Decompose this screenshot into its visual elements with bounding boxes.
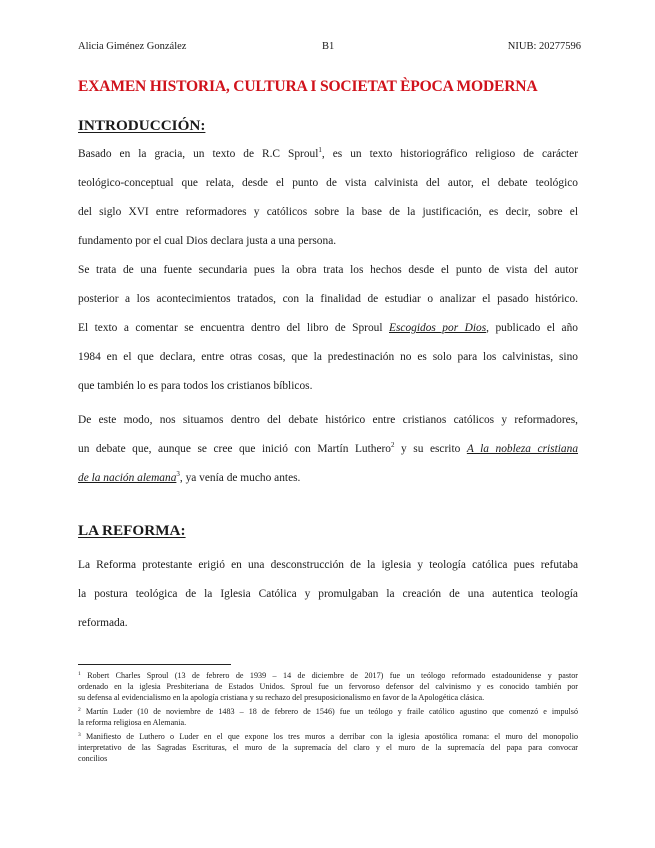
text-run: Basado en la gracia, un texto de R.C Sproul	[78, 148, 319, 160]
reforma-line: La Reforma protestante erigió en una desconstrucción de la iglesia y teología católica pues refutaba	[78, 559, 578, 571]
text-run: , ya venía de mucho antes.	[179, 472, 301, 484]
header-niub: NIUB: 20277596	[507, 41, 581, 52]
document-title: EXAMEN HISTORIA, CULTURA I SOCIETAT ÈPOCA MODERNA	[78, 78, 538, 95]
intro-p1-line	[78, 140, 578, 169]
text-run: Robert Charles Sproul (13 de febrero de 1939 – 14 de diciembre de 2017) fue un teólogo reformado estadounidense y pastor	[87, 671, 578, 680]
footnote-line: concilios	[78, 754, 108, 764]
footnote-ref-3[interactable]: 3	[176, 470, 180, 478]
work-title-link[interactable]: A la nobleza cristiana	[466, 443, 579, 455]
footnote-line	[78, 670, 578, 681]
footnote-3	[78, 731, 578, 765]
footnote-1	[78, 670, 578, 704]
intro-p3-line	[78, 435, 578, 464]
intro-heading: INTRODUCCIÓN:	[78, 117, 206, 134]
intro-p2-line: Se trata de una fuente secundaria pues la obra trata los hechos desde el punto de vista del autor	[78, 264, 578, 276]
footnote-number: 2	[78, 707, 81, 714]
intro-p3-line: De este modo, nos situamos dentro del debate histórico entre cristianos católicos y reformadores,	[78, 414, 578, 426]
text-run: , es un texto historiográfico religioso de carácter	[321, 148, 579, 160]
intro-p2-line: 1984 en el que declara, entre otras cosas, que la predestinación no es solo para los calvinistas, sino	[78, 351, 578, 363]
intro-p1-line: teológico-conceptual que relata, desde el punto de vista calvinista del autor, el debate teológico	[78, 177, 578, 189]
reforma-line: reformada.	[78, 617, 128, 629]
text-run: Martín Luder (10 de noviembre de 1483 – 18 de febrero de 1546) fue un teólogo y fraile católico agustino que comenzó e impulsó	[85, 707, 579, 717]
intro-p3-line	[78, 464, 578, 493]
footnote-line	[78, 731, 578, 742]
footnote-ref-1[interactable]: 1	[318, 146, 322, 154]
intro-p2-line: posterior a los acontecimientos tratados, con la finalidad de estudiar o analizar el pasado histórico.	[78, 293, 578, 305]
reforma-line: la postura teológica de la Iglesia Católica y promulgaban la creación de una autentica teología	[78, 588, 578, 600]
page-header	[78, 41, 581, 55]
footnote-2	[78, 706, 578, 728]
text-run: Manifiesto de Luthero o Luder en el que expone los tres muros a derribar con la iglesia apostólica romana: el muro del monopolio	[86, 732, 578, 742]
text-run: , publicado el año	[486, 322, 578, 334]
intro-p2-line	[78, 314, 578, 343]
header-level: B1	[322, 41, 335, 52]
text-run: El texto a comentar se encuentra dentro del libro de Sproul	[78, 322, 389, 334]
intro-paragraph-2	[78, 256, 578, 401]
footnote-separator	[78, 664, 231, 665]
header-author: Alicia Giménez González	[78, 41, 187, 52]
intro-p1-line: del siglo XVI entre reformadores y católicos sobre la base de la justificación, es decir, sobre el	[78, 206, 578, 218]
footnote-line: ordenado en la iglesia Presbiteriana de Estados Unidos. Sproul fue un fervoroso defensor del calvinismo y es conocido también por	[78, 682, 578, 692]
reforma-paragraph	[78, 551, 578, 638]
footnote-line	[78, 706, 578, 717]
text-run: y su escrito	[394, 443, 467, 455]
intro-paragraph-1	[78, 140, 578, 256]
intro-p1-line: fundamento por el cual Dios declara justa a una persona.	[78, 235, 337, 247]
text-run: un debate que, aunque se cree que inició con Martín Luthero	[78, 443, 392, 455]
intro-p2-line: que también lo es para todos los cristianos bíblicos.	[78, 380, 313, 392]
footnotes	[78, 670, 578, 767]
footnote-number: 1	[78, 671, 81, 677]
footnote-line: su defensa al evidencialismo en la apología cristiana y su rechazo del presuposicionalismo en favor de la Apologética clásica.	[78, 693, 485, 703]
intro-paragraph-3	[78, 406, 578, 493]
work-title-link[interactable]: de la nación alemana	[78, 472, 177, 484]
footnote-number: 3	[78, 732, 81, 739]
footnote-line: interpretativo de las Sagradas Escrituras, el muro de la supremacía del claro y el muro de la supremacía del papa para convocar	[78, 743, 578, 753]
footnote-ref-2[interactable]: 2	[391, 441, 395, 449]
footnote-line: la reforma religiosa en Alemania.	[78, 718, 187, 728]
reforma-heading: LA REFORMA:	[78, 522, 186, 539]
book-title-link[interactable]: Escogidos por Dios	[389, 322, 487, 334]
